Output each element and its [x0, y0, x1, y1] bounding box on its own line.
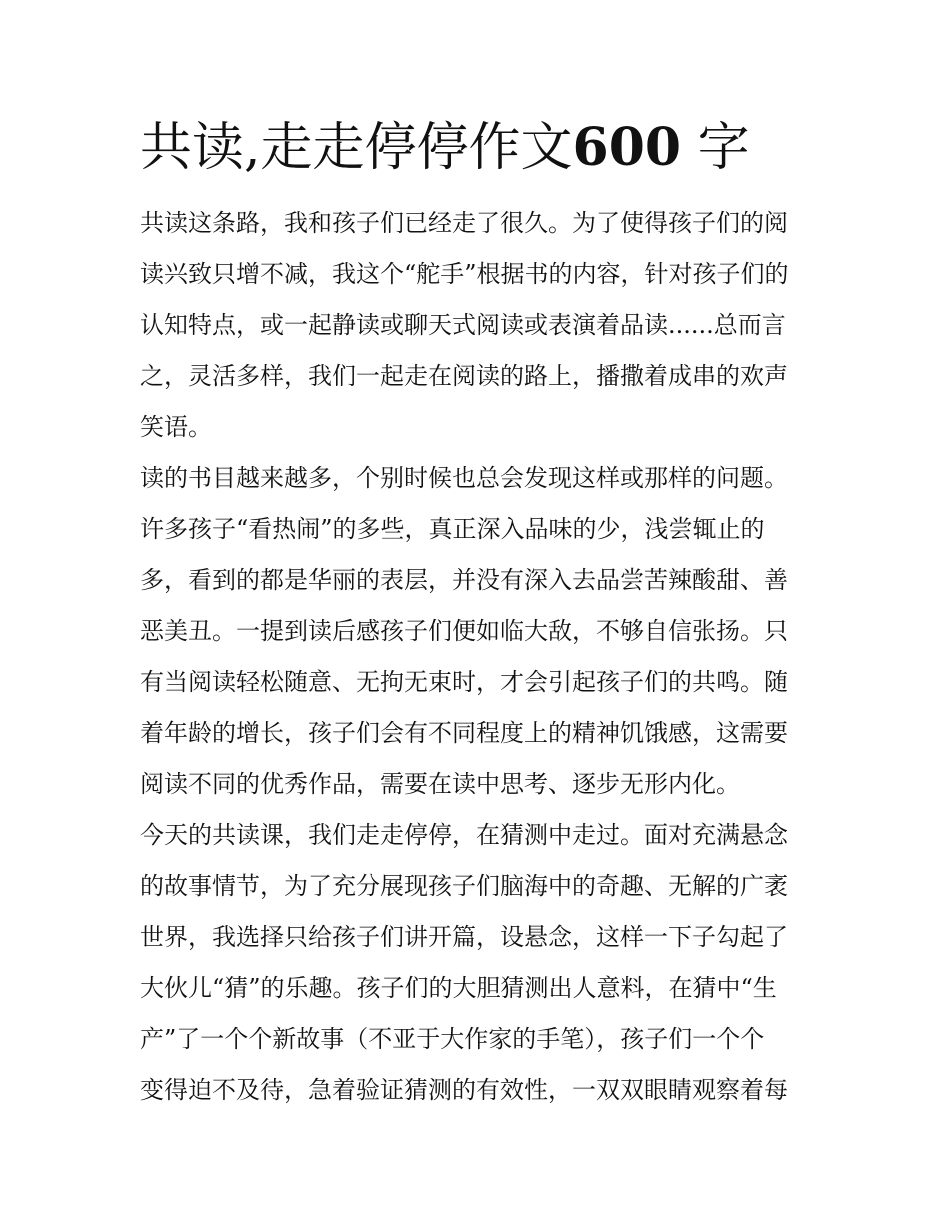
text-line: 的故事情节，为了充分展现孩子们脑海中的奇趣、无解的广袤 — [140, 872, 788, 900]
text-line: 多，看到的都是华丽的表层，并没有深入去品尝苦辣酸甜、善 — [140, 566, 788, 594]
article-body — [140, 198, 820, 1116]
text-line: 有当阅读轻松随意、无拘无束时，才会引起孩子们的共鸣。随 — [140, 668, 788, 696]
text-line: 之，灵活多样，我们一起走在阅读的路上，播撒着成串的欢声 — [140, 362, 788, 390]
text-line: 变得迫不及待，急着验证猜测的有效性，一双双眼睛观察着每 — [140, 1076, 788, 1104]
text-line: 读的书目越来越多，个别时候也总会发现这样或那样的问题。 — [140, 464, 788, 492]
text-line: 读兴致只增不减，我这个“舵手”根据书的内容，针对孩子们的 — [140, 260, 789, 288]
page-title — [140, 110, 750, 186]
text-line: 产”了一个个新故事（不亚于大作家的手笔），孩子们一个个 — [140, 1025, 765, 1053]
text-line: 今天的共读课，我们走走停停，在猜测中走过。面对充满悬念 — [140, 821, 788, 849]
title-number: 600 — [572, 117, 682, 178]
text-line: 认知特点，或一起静读或聊天式阅读或表演着品读......总而言 — [140, 311, 786, 339]
text-line: 笑语。 — [140, 413, 212, 441]
text-line: 许多孩子“看热闹”的多些，真正深入品味的少，浅尝辄止的 — [140, 515, 765, 543]
title-suffix: 字 — [697, 118, 750, 178]
text-line: 世界，我选择只给孩子们讲开篇，设悬念，这样一下子勾起了 — [140, 923, 788, 951]
text-line: 共读这条路，我和孩子们已经走了很久。为了使得孩子们的阅 — [140, 209, 788, 237]
title-text: 共读,走走停停作文 — [140, 118, 573, 178]
text-line: 大伙儿“猜”的乐趣。孩子们的大胆猜测出人意料，在猜中“生 — [140, 974, 777, 1002]
text-line: 阅读不同的优秀作品，需要在读中思考、逐步无形内化。 — [140, 770, 740, 798]
text-line: 着年龄的增长，孩子们会有不同程度上的精神饥饿感，这需要 — [140, 719, 788, 747]
text-line: 恶美丑。一提到读后感孩子们便如临大敌，不够自信张扬。只 — [140, 617, 788, 645]
